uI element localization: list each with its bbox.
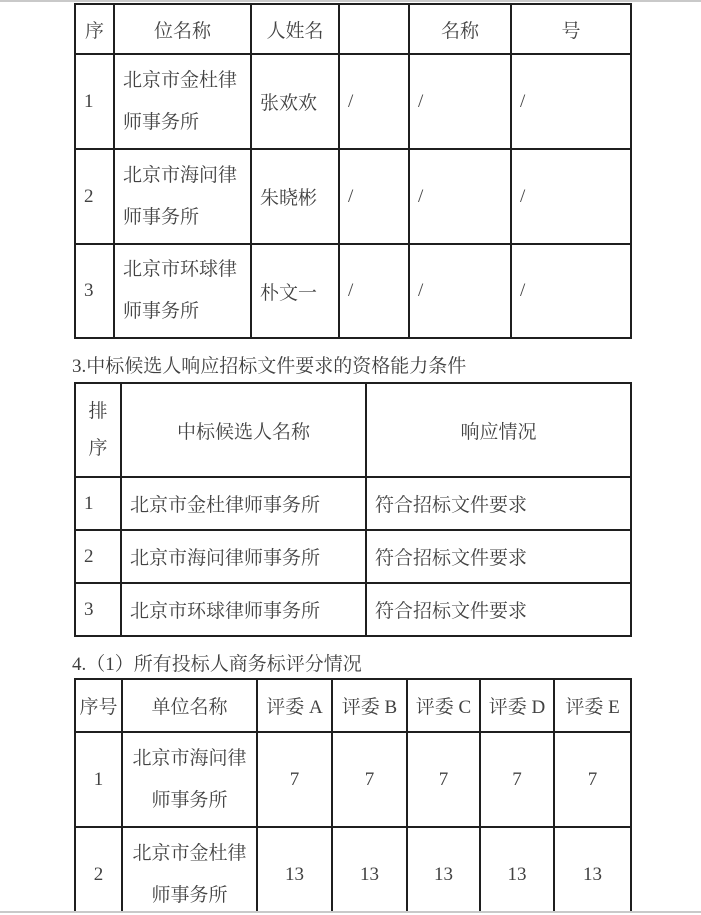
unit-contact-table <box>74 3 632 339</box>
score-value: 13 <box>332 827 407 915</box>
commercial-score-table <box>74 678 632 915</box>
header-cell-judge-a: 评委 A <box>257 679 332 732</box>
candidate-name: 北京市环球律师事务所 <box>130 601 321 622</box>
slash-value: / <box>520 185 526 207</box>
header-cell-seq: 序号 <box>75 679 122 732</box>
header-cell-candidate: 中标候选人名称 <box>121 383 366 477</box>
table-header-row <box>75 4 631 54</box>
candidate-response-table <box>74 382 632 637</box>
header-cell-judge-d: 评委 D <box>480 679 554 732</box>
row-seq: 2 <box>75 827 122 915</box>
table-row <box>75 149 631 244</box>
table-row <box>75 244 631 338</box>
slash-value: / <box>520 280 526 301</box>
score-value: 7 <box>554 732 631 827</box>
header-cell-response: 响应情况 <box>366 383 631 477</box>
page-top-edge-line <box>0 0 701 2</box>
header-cell-person-name: 人姓名 <box>251 4 339 54</box>
table-row <box>75 530 631 583</box>
header-cell-judge-b: 评委 B <box>332 679 407 732</box>
candidate-name: 北京市海问律师事务所 <box>130 548 321 569</box>
header-cell-judge-c: 评委 C <box>407 679 480 732</box>
firm-name: 北京市海问律 师事务所 <box>132 747 247 811</box>
slash-value: / <box>418 90 424 112</box>
header-cell-unit-name: 单位名称 <box>122 679 257 732</box>
firm-name: 北京市金杜律 师事务所 <box>123 69 238 133</box>
response-status: 符合招标文件要求 <box>375 495 528 516</box>
score-value: 13 <box>554 827 631 915</box>
header-cell-seq: 序 <box>75 4 114 54</box>
row-seq: 1 <box>75 732 122 827</box>
slash-value: / <box>348 90 354 112</box>
section-heading-qualification: 3.中标候选人响应招标文件要求的资格能力条件 <box>72 356 467 377</box>
person-name: 朴文一 <box>260 282 318 304</box>
table-row <box>75 54 631 149</box>
score-value: 7 <box>480 732 554 827</box>
slash-value: / <box>418 185 424 207</box>
header-cell-rank: 排 序 <box>88 401 108 459</box>
header-cell-unit-name: 位名称 <box>114 4 251 54</box>
slash-value: / <box>520 90 526 112</box>
firm-name: 北京市金杜律 师事务所 <box>132 842 247 906</box>
header-cell-blank <box>339 4 409 54</box>
score-value: 13 <box>257 827 332 915</box>
slash-value: / <box>348 185 354 207</box>
score-value: 7 <box>332 732 407 827</box>
header-cell-name: 名称 <box>409 4 511 54</box>
firm-name: 北京市环球律 师事务所 <box>123 259 238 322</box>
header-cell-number: 号 <box>511 4 631 54</box>
firm-name: 北京市海问律 师事务所 <box>123 164 238 228</box>
row-rank: 1 <box>84 492 94 514</box>
table-header-row <box>75 383 631 477</box>
score-value: 13 <box>480 827 554 915</box>
row-rank: 2 <box>84 545 94 567</box>
table-header-row <box>75 679 631 732</box>
score-value: 13 <box>407 827 480 915</box>
header-cell-judge-e: 评委 E <box>554 679 631 732</box>
table-row <box>75 477 631 530</box>
section-heading-commercial-scores: 4.（1）所有投标人商务标评分情况 <box>72 654 362 675</box>
response-status: 符合招标文件要求 <box>375 601 528 622</box>
page-bottom-edge-line <box>0 911 701 915</box>
row-rank: 3 <box>84 598 94 620</box>
row-seq: 1 <box>84 90 94 112</box>
person-name: 朱晓彬 <box>260 188 318 209</box>
response-status: 符合招标文件要求 <box>375 548 528 569</box>
score-value: 7 <box>257 732 332 827</box>
score-value: 7 <box>407 732 480 827</box>
candidate-name: 北京市金杜律师事务所 <box>130 495 321 516</box>
slash-value: / <box>348 280 354 301</box>
table-row <box>75 732 631 827</box>
row-seq: 2 <box>84 185 94 207</box>
table-row <box>75 583 631 636</box>
table-row <box>75 827 631 915</box>
person-name: 张欢欢 <box>260 93 318 114</box>
row-seq: 3 <box>84 280 94 301</box>
slash-value: / <box>418 280 424 301</box>
